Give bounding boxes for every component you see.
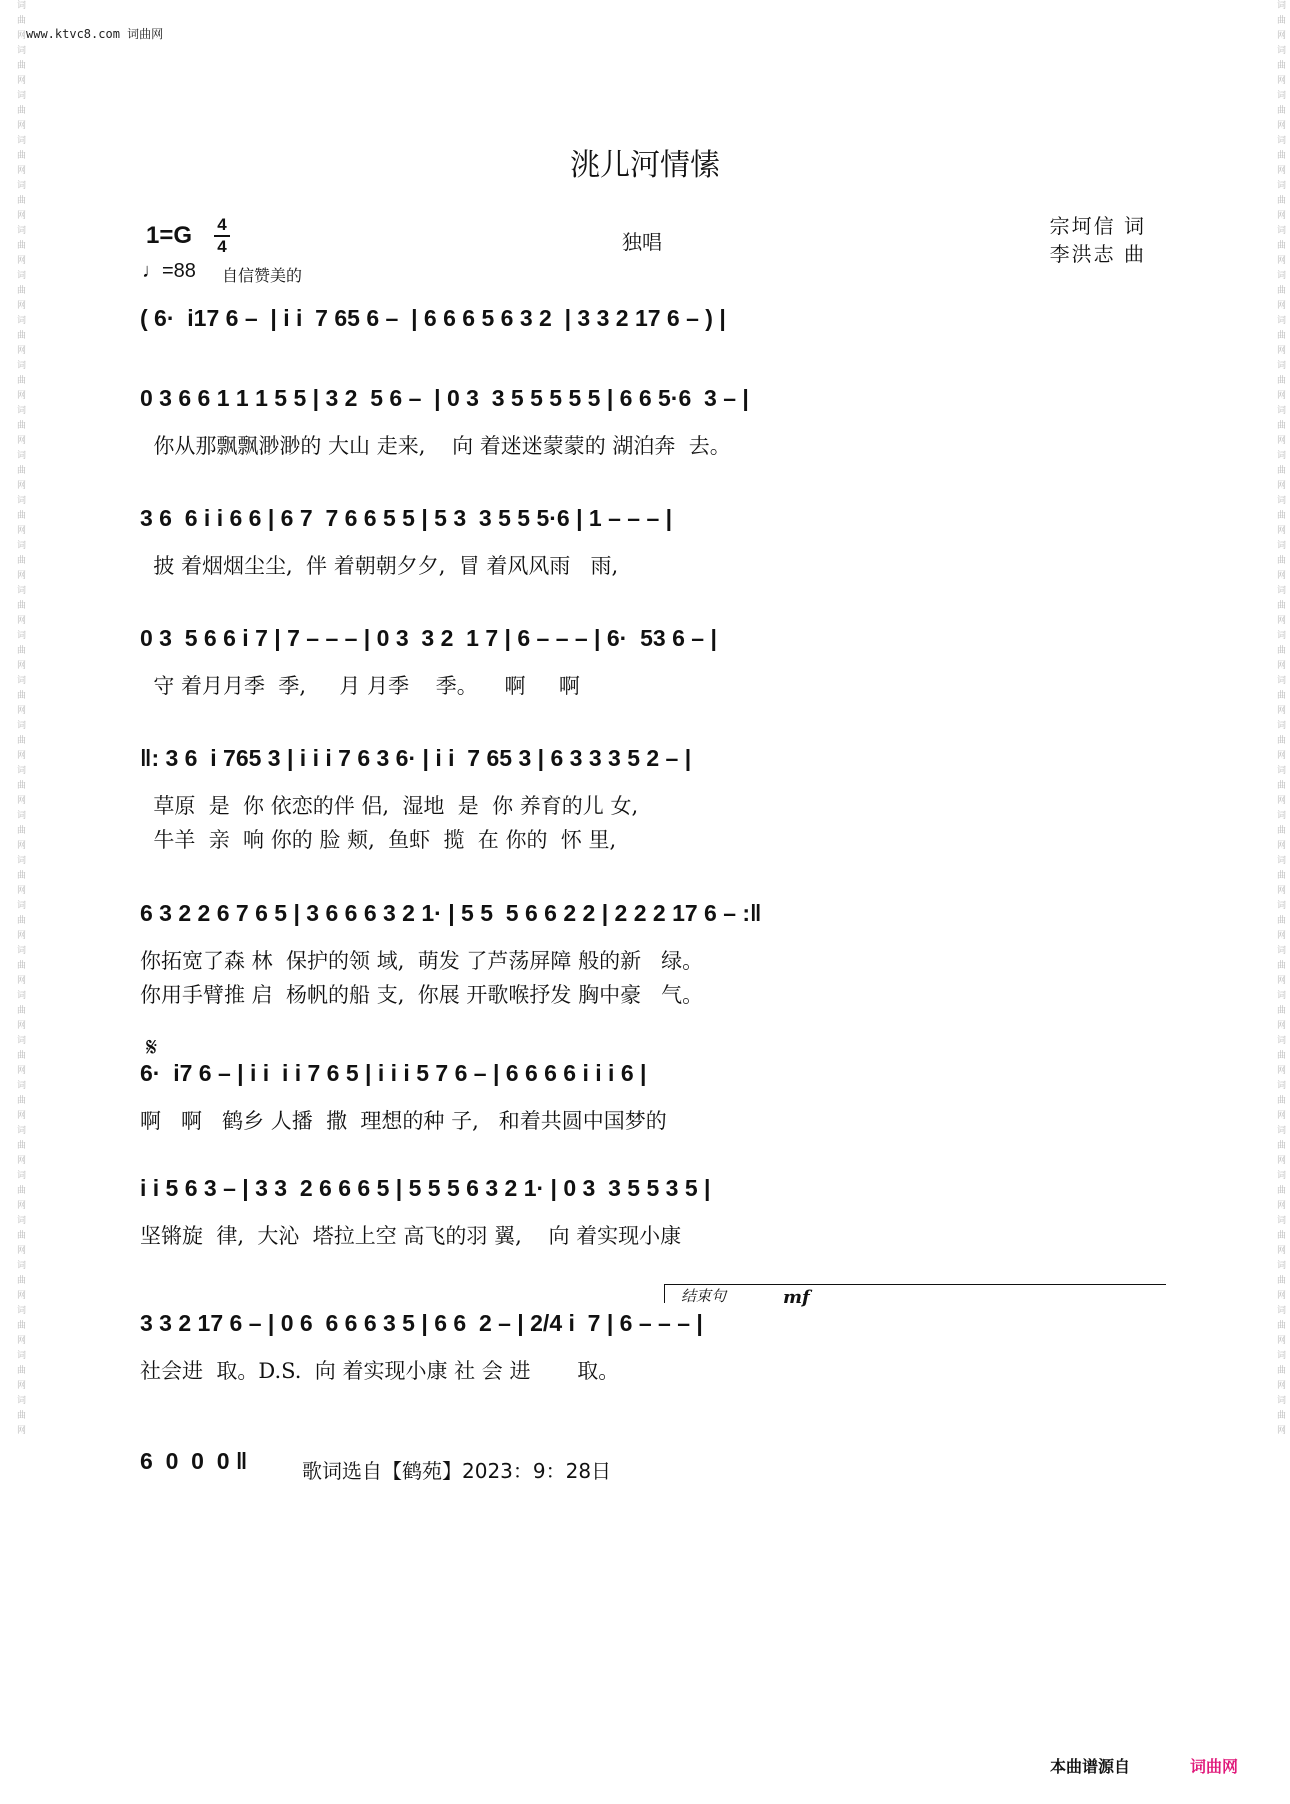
- lyric-source-note: 歌词选自【鹤苑】2023：9：28日: [302, 1459, 612, 1483]
- dynamic-mark: mf: [783, 1287, 810, 1308]
- score-system-5: [140, 745, 1150, 857]
- notation-line: ( 6· i17 6 – | i i 7 65 6 – | 6 6 6 5 6 3 2 | 3 3 2 17 6 – ) |: [140, 305, 726, 331]
- lyric-line: 披 着烟烟尘尘, 伴 着朝朝夕夕, 冒 着风风雨 雨,: [140, 554, 619, 578]
- score-system-4: [140, 625, 1150, 703]
- lyric-line: 守 着月月季 季, 月 月季 季。 啊 啊: [140, 674, 580, 698]
- score-system-7: [140, 1060, 1150, 1138]
- watermark-left: 词曲网词曲网词曲网词曲网词曲网词曲网词曲网词曲网词曲网词曲网词曲网词曲网词曲网词曲网词曲网词曲网词曲网词曲网词曲网词曲网词曲网词曲网词曲网词曲网词曲网词曲网词曲网词曲网词曲网词曲网词曲网词曲网: [15, 0, 25, 1440]
- score-system-9: [140, 1310, 1150, 1388]
- expression-mark: 自信赞美的: [222, 266, 303, 285]
- notation-line: 6 0 0 0 ‖: [140, 1448, 248, 1474]
- lyric-line: 社会进 取。D.S. 向 着实现小康 社 会 进 取。: [140, 1359, 620, 1383]
- notation-line: 6 3 2 2 6 7 6 5 | 3 6 6 6 3 2 1· | 5 5 5 6 6 2 2 | 2 2 2 17 6 – :‖: [140, 900, 762, 926]
- notation-line: 6· i7 6 – | i i i i 7 6 5 | i i i 5 7 6 – | 6 6 6 6 i i i 6 |: [140, 1060, 647, 1086]
- score-system-8: [140, 1175, 1150, 1253]
- lyric-line: 你从那飘飘渺渺的 大山 走来, 向 着迷迷蒙蒙的 湖泊奔 去。: [140, 434, 731, 458]
- notation-line: 0 3 6 6 1 1 1 5 5 | 3 2 5 6 – | 0 3 3 5 5 5 5 5 | 6 6 5·6 3 – |: [140, 385, 749, 411]
- tempo-mark: ♩=88: [142, 260, 196, 282]
- lyric-line-verse-1: 草原 是 你 依恋的伴 侣, 湿地 是 你 养育的儿 女,: [140, 794, 639, 818]
- score-system-6: [140, 900, 1150, 1012]
- score-system-2: [140, 385, 1150, 463]
- notation-line: 0 3 5 6 6 i 7 | 7 – – – | 0 3 3 2 1 7 | 6 – – – | 6· 53 6 – |: [140, 625, 717, 651]
- time-top: 4: [217, 215, 227, 234]
- score-system-1: [140, 305, 1150, 349]
- lyric-line-verse-2: 牛羊 亲 响 你的 脸 颊, 鱼虾 揽 在 你的 怀 里,: [140, 828, 617, 852]
- watermark-right: 词曲网词曲网词曲网词曲网词曲网词曲网词曲网词曲网词曲网词曲网词曲网词曲网词曲网词曲网词曲网词曲网词曲网词曲网词曲网词曲网词曲网词曲网词曲网词曲网词曲网词曲网词曲网词曲网词曲网词曲网词曲网词曲网: [1275, 0, 1285, 1440]
- segno-sign: 𝄋: [146, 1033, 158, 1063]
- notation-line: ‖: 3 6 i 765 3 | i i i 7 6 3 6· | i i 7 65 3 | 6 3 3 3 5 2 – |: [140, 745, 692, 771]
- lyricist-credit: 宗坷信 词: [1049, 214, 1146, 238]
- key-signature: 1=G: [146, 222, 193, 249]
- time-signature: [214, 216, 230, 256]
- voice-type: 独唱: [622, 230, 662, 254]
- notation-line: 3 3 2 17 6 – | 0 6 6 6 6 3 5 | 6 6 2 – | 2/4 i 7 | 6 – – – |: [140, 1310, 703, 1336]
- lyric-line-verse-1: 你拓宽了森 林 保护的领 域, 萌发 了芦荡屏障 般的新 绿。: [140, 949, 704, 973]
- notation-line: 3 6 6 i i 6 6 | 6 7 7 6 6 5 5 | 5 3 3 5 5 5·6 | 1 – – – |: [140, 505, 673, 531]
- score-system-10: [140, 1448, 300, 1492]
- lyric-line-verse-2: 你用手臂推 启 杨帆的船 支, 你展 开歌喉抒发 胸中豪 气。: [140, 983, 704, 1007]
- song-title: 洮儿河情愫: [570, 148, 720, 183]
- lyric-line: 坚锵旋 律, 大沁 塔拉上空 高飞的羽 翼, 向 着实现小康: [140, 1224, 682, 1248]
- site-url[interactable]: www.ktvc8.com 词曲网: [26, 27, 164, 41]
- composer-credit: 李洪志 曲: [1049, 242, 1146, 266]
- ending-bracket: 结束句: [664, 1284, 1166, 1303]
- score-system-3: [140, 505, 1150, 583]
- lyric-line: 啊 啊 鹤乡 人播 撒 理想的种 子, 和着共圆中国梦的: [140, 1109, 667, 1133]
- notation-line: i i 5 6 3 – | 3 3 2 6 6 6 5 | 5 5 5 6 3 2 1· | 0 3 3 5 5 3 5 |: [140, 1175, 711, 1201]
- time-bottom: 4: [217, 237, 227, 256]
- source-label: 本曲谱源自: [1050, 1757, 1131, 1776]
- source-brand-link[interactable]: 词曲网: [1190, 1757, 1239, 1776]
- source-credit: [1050, 1754, 1238, 1777]
